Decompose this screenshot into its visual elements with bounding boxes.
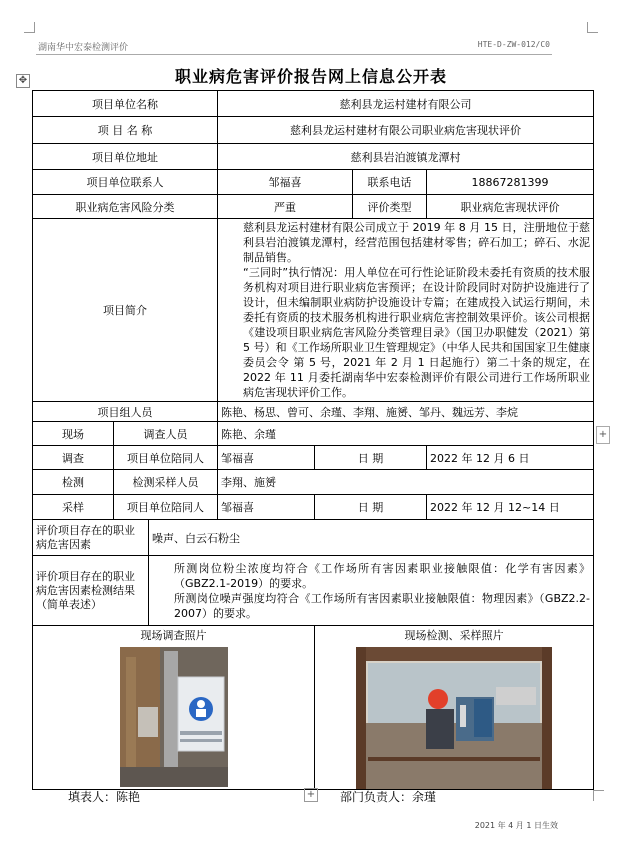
detect-date-value: 2022 年 12 月 12~14 日 <box>427 495 594 520</box>
sampler-label: 检测采样人员 <box>114 470 218 495</box>
corner-mark-tr <box>587 22 598 33</box>
team-value: 陈艳、杨思、曾可、余瑾、李翔、施赟、邹丹、魏远芳、李烷 <box>218 402 594 422</box>
contact-value: 邹福喜 <box>218 170 353 195</box>
phone-value: 18867281399 <box>427 170 594 195</box>
project-name-value: 慈利县龙运村建材有限公司职业病危害现状评价 <box>218 117 594 144</box>
risk-value: 严重 <box>218 195 353 219</box>
phone-label: 联系电话 <box>353 170 427 195</box>
site-date-label: 日 期 <box>315 446 427 470</box>
site-survey-label-2: 调查 <box>33 446 114 470</box>
dept-head-label: 部门负责人：余瑾 <box>340 790 437 804</box>
detect-escort-value: 邹福喜 <box>218 495 315 520</box>
site-survey-photo-image <box>120 647 228 787</box>
detect-label-2: 采样 <box>33 495 114 520</box>
eval-type-value: 职业病危害现状评价 <box>427 195 594 219</box>
table-move-handle-icon[interactable]: ✥ <box>16 74 30 88</box>
photo-cell-left <box>33 626 315 790</box>
hazards-label: 评价项目存在的职业病危害因素 <box>33 520 149 556</box>
results-text <box>149 556 594 626</box>
risk-label: 职业病危害风险分类 <box>33 195 218 219</box>
contact-label: 项目单位联系人 <box>33 170 218 195</box>
intro-paragraph-2: “三同时”执行情况：用人单位在可行性论证阶段未委托有资质的技术服务机构对项目进行职业病危害预评；在设计阶段同时对防护设施进行了设计，但未编制职业病防护设施设计专篇；在建成投入试运行期间，未委托有资质的技术服务机构进行职业病危害控制效果评价。该公司根据《建设项目职业病危害风险分类管理目录》（国卫办职健发（2021）第 5 号）和《工作场所职业卫生管理规定》（中华人民共和国国家卫生健康委员会令 第 5 号，2021 年 2 月 1 日起施行）第二十条的规定，在 2022 年 11 月委托湖南华中宏泰检测评价有限公司进行工作场所职业病危害现状评价工作。 <box>243 266 591 399</box>
header-rule <box>36 54 552 55</box>
investigator-value: 陈艳、余瑾 <box>218 422 594 446</box>
project-name-label: 项 目 名 称 <box>33 117 218 144</box>
intro-paragraph-1: 慈利县龙运村建材有限公司成立于 2019 年 8 月 15 日，注册地位于慈利县岩泊渡镇龙潭村，经营范围包括建材零售；碎石加工；碎石、水泥制品销售。 <box>243 221 591 264</box>
unit-name-label: 项目单位名称 <box>33 91 218 117</box>
corner-mark-br <box>593 790 604 801</box>
address-value: 慈利县岩泊渡镇龙潭村 <box>218 144 594 170</box>
eval-type-label: 评价类型 <box>353 195 427 219</box>
info-table <box>32 90 594 790</box>
unit-name-value: 慈利县龙运村建材有限公司 <box>218 91 594 117</box>
team-label: 项目组人员 <box>33 402 218 422</box>
page-title: 职业病危害评价报告网上信息公开表 <box>174 67 447 86</box>
result-item-1: 所测岗位粉尘浓度均符合《工作场所有害因素职业接触限值：化学有害因素》（GBZ2.1-2019）的要求。 <box>174 561 591 590</box>
hazards-value: 噪声、白云石粉尘 <box>149 520 594 556</box>
site-detection-photo <box>356 647 552 789</box>
results-label: 评价项目存在的职业病危害因素检测结果（简单表述） <box>33 556 149 626</box>
header-doc-code: HTE-D-ZW-012/C0 <box>477 40 550 49</box>
add-row-plus-icon[interactable]: + <box>596 426 610 444</box>
intro-text <box>218 219 594 402</box>
header-left-text: 湖南华中宏泰检测评价 <box>38 43 129 53</box>
detect-label-1: 检测 <box>33 470 114 495</box>
insert-plus-icon[interactable]: + <box>304 788 318 802</box>
corner-mark-tl <box>24 22 35 33</box>
filler-label: 填表人：陈艳 <box>68 790 141 804</box>
result-item-2: 所测岗位噪声强度均符合《工作场所有害因素职业接触限值：物理因素》（GBZ2.2-2007）的要求。 <box>174 591 591 620</box>
site-detection-photo-image <box>356 647 552 789</box>
investigator-label: 调查人员 <box>114 422 218 446</box>
photo2-title: 现场检测、采样照片 <box>404 629 504 642</box>
detect-escort-label: 项目单位陪同人 <box>114 495 218 520</box>
site-date-value: 2022 年 12 月 6 日 <box>427 446 594 470</box>
effective-date: 2021 年 4 月 1 日生效 <box>474 821 558 830</box>
detect-date-label: 日 期 <box>315 495 427 520</box>
site-survey-label-1: 现场 <box>33 422 114 446</box>
photo1-title: 现场调查照片 <box>140 629 207 642</box>
site-escort-label: 项目单位陪同人 <box>114 446 218 470</box>
photo-cell-right <box>315 626 594 790</box>
sampler-value: 李翔、施赟 <box>218 470 594 495</box>
address-label: 项目单位地址 <box>33 144 218 170</box>
site-escort-value: 邹福喜 <box>218 446 315 470</box>
intro-label: 项目简介 <box>33 219 218 402</box>
site-survey-photo <box>120 647 228 787</box>
